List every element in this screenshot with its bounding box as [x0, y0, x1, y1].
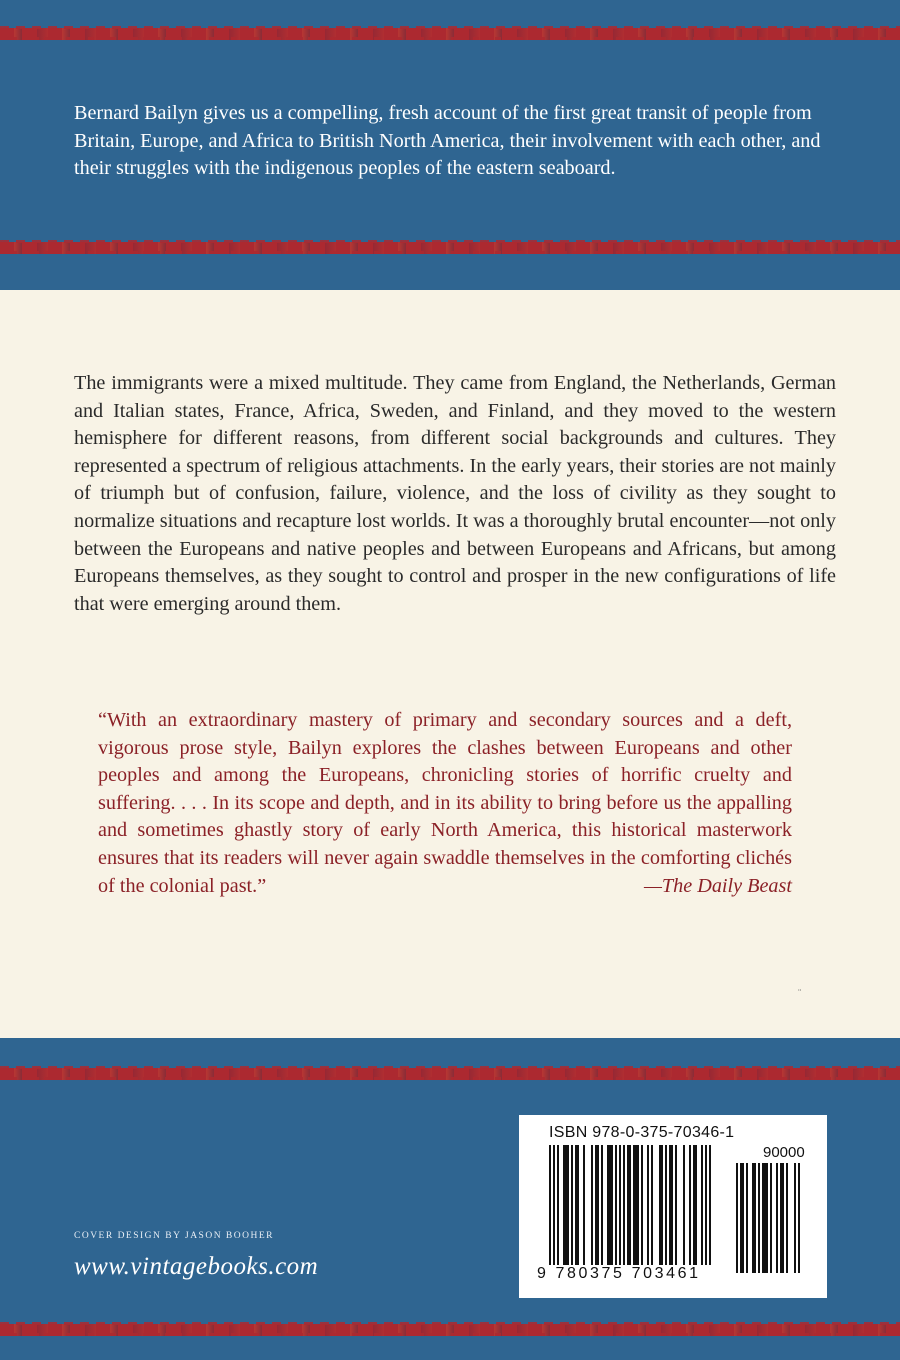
price-code: 90000	[763, 1144, 805, 1161]
barcode-bar	[549, 1145, 551, 1265]
barcode-bar	[557, 1145, 559, 1265]
quote-text: “With an extraordinary mastery of primary and secondary sources and a deft, vigorous prose style, Bailyn explores the clashes between Europeans and other peoples and among the Europeans, chronicling stories of horrific cruelty and suffering. . . . In its scope and depth, and in its ability to bring before us the appalling and sometimes ghastly story of early North America, this historical masterwork ensures that its readers will never again swaddle themselves in the comforting clichés of the colonial past.”	[98, 709, 792, 897]
top-edge-stripe	[0, 28, 900, 40]
barcode-bar	[770, 1163, 772, 1273]
publisher-website: www.vintagebooks.com	[74, 1253, 319, 1280]
barcode-bar	[571, 1145, 573, 1265]
barcode-bar	[736, 1163, 738, 1273]
barcode-bar	[758, 1163, 760, 1273]
barcode-bar	[705, 1145, 707, 1265]
barcode-bar	[669, 1145, 673, 1265]
barcode-bar	[563, 1145, 569, 1265]
barcode-bar	[752, 1163, 756, 1273]
barcode-bar	[553, 1145, 555, 1265]
barcode-bar	[583, 1145, 585, 1265]
barcode-bar	[683, 1145, 685, 1265]
barcode-bar	[607, 1145, 613, 1265]
barcode-bar	[591, 1145, 593, 1265]
barcode-bar	[647, 1145, 649, 1265]
isbn-label: ISBN 978-0-375-70346-1	[549, 1124, 735, 1141]
barcode-bar	[701, 1145, 703, 1265]
barcode-bar	[740, 1163, 744, 1273]
barcode-bar	[776, 1163, 778, 1273]
intro-paragraph: Bernard Bailyn gives us a compelling, fresh account of the first great transit of people from Britain, Europe, and Africa to British North America, their involvement with each other, and their struggles with the indigenous peoples of the eastern seaboard.	[74, 102, 821, 179]
price-addon-barcode	[736, 1163, 812, 1273]
lower-red-stripe	[0, 1068, 900, 1080]
barcode-bar	[689, 1145, 691, 1265]
barcode-bar	[615, 1145, 617, 1265]
barcode-bar	[601, 1145, 603, 1265]
barcode-bar	[746, 1163, 748, 1273]
upper-red-stripe	[0, 242, 900, 254]
barcode-bar	[641, 1145, 643, 1265]
barcode-bar	[786, 1163, 788, 1273]
barcode-bar	[623, 1145, 625, 1265]
description-paragraph: The immigrants were a mixed multitude. They came from England, the Netherlands, German and Italian states, France, Africa, Sweden, and Finland, and they moved to the western hemisphere for different reasons, from different social backgrounds and cultures. They represented a spectrum of religious attachments. In the early years, their stories are not mainly of triumph but of confusion, failure, violence, and the loss of civility as they sought to normalize situations and recapture lost worlds. It was a thoroughly brutal encounter—not only between the Europeans and native peoples and between Europeans and Africans, but among Europeans themselves, as they sought to control and prosper in the new configurations of life that were emerging around them.	[74, 372, 836, 615]
bottom-edge-stripe	[0, 1324, 900, 1336]
barcode-bar	[780, 1163, 784, 1273]
barcode-bar	[798, 1163, 800, 1273]
barcode-bar	[659, 1145, 663, 1265]
barcode-panel	[519, 1115, 827, 1298]
barcode-bar	[575, 1145, 579, 1265]
barcode-bar	[595, 1145, 599, 1265]
barcode-bar	[651, 1145, 653, 1265]
decorative-dots: ¨	[798, 988, 803, 999]
review-quote	[98, 707, 792, 900]
quote-attribution: —The Daily Beast	[643, 874, 792, 897]
barcode-bar	[709, 1145, 711, 1265]
barcode-bar	[633, 1145, 639, 1265]
barcode-bar	[675, 1145, 677, 1265]
barcode-bar	[665, 1145, 667, 1265]
barcode-bar	[693, 1145, 697, 1265]
top-blue-band	[0, 0, 900, 290]
barcode-digits: 9 780375 703461	[537, 1265, 701, 1282]
cover-design-credit: COVER DESIGN BY JASON BOOHER	[74, 1231, 274, 1241]
barcode-bar	[627, 1145, 631, 1265]
barcode-bar	[794, 1163, 796, 1273]
barcode-bar	[762, 1163, 768, 1273]
barcode-bar	[619, 1145, 621, 1265]
ean-barcode	[549, 1145, 726, 1265]
